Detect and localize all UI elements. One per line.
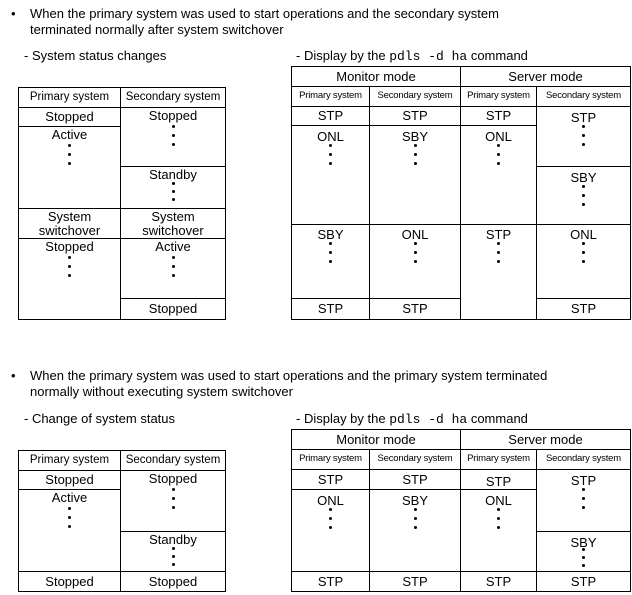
secondary-stopped [120,107,226,167]
state-label: Stopped [45,239,94,254]
monitor-secondary-sby [369,489,461,572]
continuation-dots [497,242,500,263]
primary-switchover: System switchover [18,208,121,239]
state-label: STP [570,110,597,125]
header-primary: Primary system [18,87,121,108]
header-monitor-primary: Primary system [291,86,370,107]
monitor-secondary-onl [369,224,461,299]
monitor-secondary-stp-2: STP [369,298,461,320]
continuation-dots [582,242,585,263]
continuation-dots [329,144,332,165]
monitor-primary-onl [291,489,370,572]
continuation-dots [329,508,332,529]
state-label: ONL [570,227,597,242]
monitor-secondary-stp: STP [369,106,461,126]
header-server-primary: Primary system [460,86,537,107]
server-mode-header: Server mode [460,66,631,87]
state-label: ONL [317,129,344,144]
status-caption: - Change of system status [24,411,176,426]
command-text: pdls -d ha [389,49,468,64]
state-label: SBY [570,535,597,550]
continuation-dots [414,144,417,165]
continuation-dots [497,508,500,529]
primary-active [18,126,121,209]
server-primary-onl [460,489,537,572]
state-label: SBY [317,227,344,242]
monitor-primary-stp-2: STP [291,571,370,592]
header-monitor-primary: Primary system [291,449,370,470]
server-secondary-stp-2: STP [536,571,631,592]
server-secondary-sby [536,166,631,225]
header-secondary: Secondary system [120,450,226,471]
secondary-standby [120,166,226,209]
display-caption [296,48,528,65]
header-monitor-secondary: Secondary system [369,86,461,107]
continuation-dots [414,242,417,263]
server-secondary-stp [536,469,631,532]
continuation-dots [582,125,585,146]
state-label: ONL [401,227,429,242]
server-secondary-stp-2: STP [536,298,631,320]
continuation-dots [497,144,500,165]
header-server-primary: Primary system [460,449,537,470]
monitor-primary-stp-2: STP [291,298,370,320]
caption-prefix: - Display by the [296,411,390,426]
server-primary-stp-2 [460,224,537,320]
continuation-dots [582,548,585,567]
monitor-primary-stp: STP [291,469,370,490]
monitor-secondary-stp: STP [369,469,461,490]
primary-stopped-2 [18,238,121,320]
monitor-secondary-stp-2: STP [369,571,461,592]
section-heading-line1: When the primary system was used to start operations and the primary system terminated [30,368,548,383]
server-mode-header: Server mode [460,429,631,450]
secondary-switchover: System switchover [120,208,226,239]
caption-prefix: - Display by the [296,48,390,63]
state-label: Active [155,239,191,254]
server-primary-stp: STP [460,106,537,126]
primary-stopped: Stopped [18,470,121,490]
primary-active [18,489,121,572]
header-primary: Primary system [18,450,121,471]
state-label: SBY [401,129,428,144]
section-heading-line2: terminated normally after system switchover [30,22,284,37]
secondary-stopped [120,470,226,532]
bullet: • [11,368,16,383]
continuation-dots [329,242,332,263]
secondary-stopped-2: Stopped [120,571,226,592]
state-label: ONL [317,493,344,508]
bullet: • [11,6,16,21]
header-monitor-secondary: Secondary system [369,449,461,470]
continuation-dots [582,185,585,206]
section-heading-line2: normally without executing system switchover [30,384,293,399]
display-caption [296,411,528,428]
continuation-dots [172,547,175,566]
monitor-primary-stp: STP [291,106,370,126]
monitor-primary-onl [291,125,370,225]
state-label: Stopped [148,108,198,123]
server-secondary-stp [536,106,631,167]
state-label: SBY [570,170,597,185]
continuation-dots [414,508,417,529]
state-label: SBY [401,493,428,508]
secondary-stopped-2: Stopped [120,298,226,320]
state-label: STP [570,473,597,488]
server-primary-onl [460,125,537,225]
caption-suffix: command [467,411,528,426]
continuation-dots [68,144,71,165]
monitor-mode-header: Monitor mode [291,429,461,450]
state-label: Standby [149,167,197,182]
monitor-primary-sby [291,224,370,299]
continuation-dots [172,125,175,146]
primary-stopped: Stopped [18,107,121,127]
command-text: pdls -d ha [389,412,468,427]
section-heading-line1: When the primary system was used to start operations and the secondary system [30,6,499,21]
monitor-mode-header: Monitor mode [291,66,461,87]
continuation-dots [68,256,71,277]
continuation-dots [172,488,175,509]
continuation-dots [68,507,71,528]
state-label: ONL [485,129,512,144]
caption-suffix: command [467,48,528,63]
server-primary-stp-2: STP [460,571,537,592]
continuation-dots [172,256,175,277]
state-label: Standby [149,532,197,547]
continuation-dots [582,488,585,509]
secondary-standby [120,531,226,572]
header-server-secondary: Secondary system [536,449,631,470]
primary-stopped-2: Stopped [18,571,121,592]
state-label: Active [51,490,88,505]
continuation-dots [172,182,175,201]
status-caption: - System status changes [24,48,167,63]
secondary-active [120,238,226,299]
server-primary-stp: STP [460,469,537,490]
state-label: STP [485,227,512,242]
header-secondary: Secondary system [120,87,226,108]
server-secondary-sby [536,531,631,572]
state-label: ONL [485,493,512,508]
header-server-secondary: Secondary system [536,86,631,107]
server-secondary-onl [536,224,631,299]
state-label: Stopped [148,471,198,486]
monitor-secondary-sby [369,125,461,225]
state-label: Active [51,127,88,142]
